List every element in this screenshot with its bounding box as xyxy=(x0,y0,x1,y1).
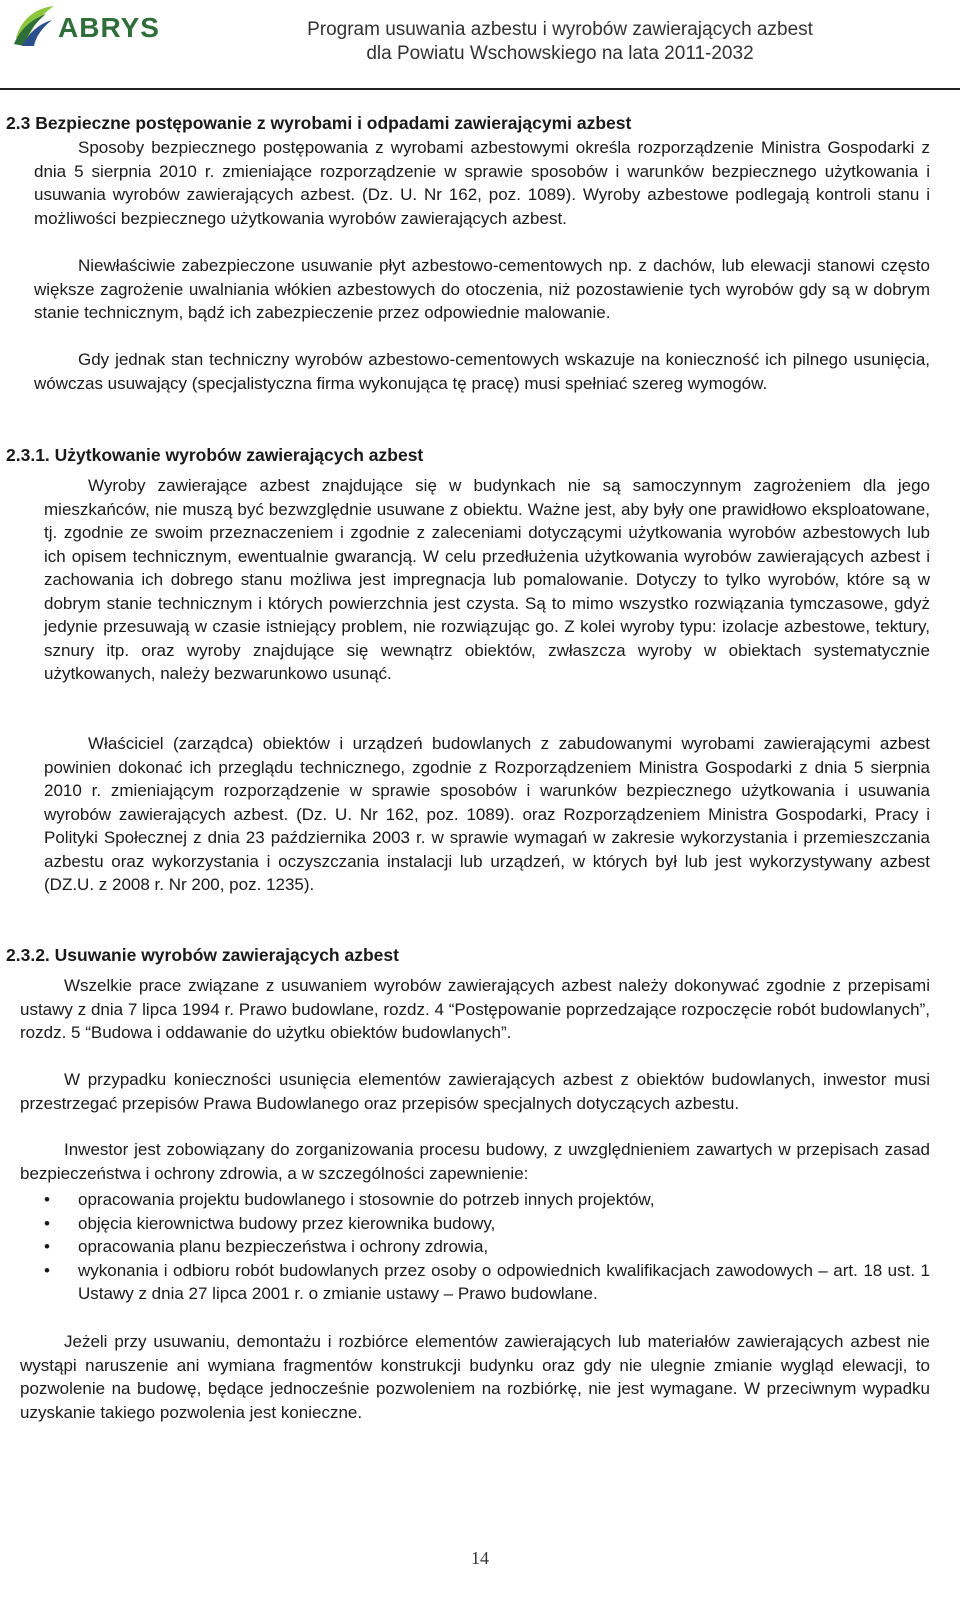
paragraph: Inwestor jest zobowiązany do zorganizowania procesu budowy, z uwzględnieniem zawartych w przepisach zasad bezpieczeństwa i ochrony zdrowia, a w szczególności zapewnienie: xyxy=(20,1140,930,1183)
paragraph: Niewłaściwie zabezpieczone usuwanie płyt azbestowo-cementowych np. z dachów, lub elewacji stanowi często większe zagrożenie uwalniania włókien azbestowych do otoczenia, niż pozostawienie tych wyrobów gdy są w dobrym stanie technicznym, bądź ich zabezpieczenie przez odpowiednie malowanie. xyxy=(34,256,930,322)
paragraph: Gdy jednak stan techniczny wyrobów azbestowo-cementowych wskazuje na konieczność ich pilnego usunięcia, wówczas usuwający (specjalistyczna firma wykonująca tę pracę) musi spełniać szereg wymogów. xyxy=(34,350,930,393)
logo-text: ABRYS xyxy=(58,12,160,43)
document-title xyxy=(280,18,840,66)
paragraph: Właściciel (zarządca) obiektów i urządzeń budowlanych z zabudowanymi wyrobami zawierającymi azbest powinien dokonać ich przeglądu technicznego, zgodnie z Rozporządzeniem Ministra Gospodarki z dnia 5 sierpnia 2010 r. zmieniającym rozporządzenie w sprawie sposobów i warunków bezpiecznego użytkowania i usuwania wyrobów zawierających azbest. (Dz. U. Nr 162, poz. 1089). oraz Rozporządzeniem Ministra Gospodarki, Pracy i Polityki Społecznej z dnia 23 października 2003 r. w sprawie wymagań w zakresie wykorzystania i przemieszczania azbestu oraz wykorzystania i oczyszczania instalacji lub urządzeń, w których był lub jest wykorzystywany azbest (DZ.U. z 2008 r. Nr 200, poz. 1235). xyxy=(44,734,930,894)
bullet-icon: • xyxy=(44,1190,50,1209)
list-item: • objęcia kierownictwa budowy przez kierownika budowy, xyxy=(44,1212,930,1236)
list-item: • opracowania planu bezpieczeństwa i ochrony zdrowia, xyxy=(44,1235,930,1259)
section-heading-2-3-1: 2.3.1. Użytkowanie wyrobów zawierających azbest xyxy=(6,445,424,465)
document-title-line1: Program usuwania azbestu i wyrobów zawierających azbest xyxy=(307,19,813,40)
paragraph: W przypadku konieczności usunięcia elementów zawierających azbest z obiektów budowlanych, inwestor musi przestrzegać przepisów Prawa Budowlanego oraz przepisów specjalnych dotyczących azbestu. xyxy=(20,1070,930,1113)
bullet-icon: • xyxy=(44,1260,50,1280)
logo-emblem-icon xyxy=(12,4,56,48)
section-heading-2-3-2: 2.3.2. Usuwanie wyrobów zawierających azbest xyxy=(6,945,399,965)
document-title-line2: dla Powiatu Wschowskiego na lata 2011-2032 xyxy=(366,43,754,64)
requirements-list xyxy=(44,1188,930,1306)
page-header xyxy=(0,0,960,92)
header-divider xyxy=(0,88,960,90)
list-item: • wykonania i odbioru robót budowlanych przez osoby o odpowiednich kwalifikacjach zawodowych – art. 18 ust. 1 Ustawy z dnia 27 lipca 2001 r. o zmianie ustawy – Prawo budowlane. xyxy=(44,1260,930,1303)
bullet-icon: • xyxy=(44,1237,50,1256)
list-item: • opracowania projektu budowlanego i stosownie do potrzeb innych projektów, xyxy=(44,1188,930,1212)
abrys-logo xyxy=(12,4,192,48)
bullet-icon: • xyxy=(44,1213,50,1233)
section-heading-2-3: 2.3 Bezpieczne postępowanie z wyrobami i odpadami zawierającymi azbest xyxy=(6,113,632,133)
paragraph: Wszelkie prace związane z usuwaniem wyrobów zawierających azbest należy dokonywać zgodnie z przepisami ustawy z dnia 7 lipca 1994 r. Prawo budowlane, rozdz. 4 “Postępowanie poprzedzające rozpoczęcie robót budowlanych”, rozdz. 5 “Budowa i oddawanie do użytku obiektów budowlanych”. xyxy=(20,976,930,1042)
page-number: 14 xyxy=(471,1548,489,1568)
paragraph: Jeżeli przy usuwaniu, demontażu i rozbiórce elementów zawierających lub materiałów zawierających azbest nie wystąpi naruszenie ani wymiana fragmentów konstrukcji budynku oraz gdy nie ulegnie zmianie wygląd elewacji, to pozwolenie na budowę, będące jednocześnie pozwoleniem na rozbiórkę, nie jest wymagane. W przeciwnym wypadku uzyskanie takiego pozwolenia jest konieczne. xyxy=(20,1332,930,1422)
paragraph: Sposoby bezpiecznego postępowania z wyrobami azbestowymi określa rozporządzenie Ministra Gospodarki z dnia 5 sierpnia 2010 r. zmieniające rozporządzenie w sprawie sposobów i warunków bezpiecznego użytkowania i usuwania wyrobów zawierających azbest. (Dz. U. Nr 162, poz. 1089). Wyroby azbestowe podlegają kontroli stanu i możliwości bezpiecznego użytkowania wyrobów zawierających azbest. xyxy=(34,138,930,228)
paragraph: Wyroby zawierające azbest znajdujące się w budynkach nie są samoczynnym zagrożeniem dla jego mieszkańców, nie muszą być bezwzględnie usuwane z obiektu. Ważne jest, aby były one prawidłowo eksploatowane, tj. zgodnie ze swoim przeznaczeniem i zgodnie z zaleceniami dotyczącymi użytkowania wyrobów azbestowych lub ich opisem technicznym, ewentualnie gwarancją. W celu przedłużenia użytkowania wyrobów zawierających azbest i zachowania ich dobrego stanu możliwa jest impregnacja lub pomalowanie. Dotyczy to tylko wyrobów, które są w dobrym stanie technicznym i których powierzchnia jest czysta. Są to mimo wszystko rozwiązania tymczasowe, gdyż jedynie przesuwają w czasie istniejący problem, nie rozwiązując go. Z kolei wyroby typu: izolacje azbestowe, tektury, sznury itp. oraz wyroby znajdujące się wewnątrz obiektów, zwłaszcza wyroby w obiektach systematycznie użytkowanych, należy bezwarunkowo usunąć. xyxy=(44,476,930,683)
